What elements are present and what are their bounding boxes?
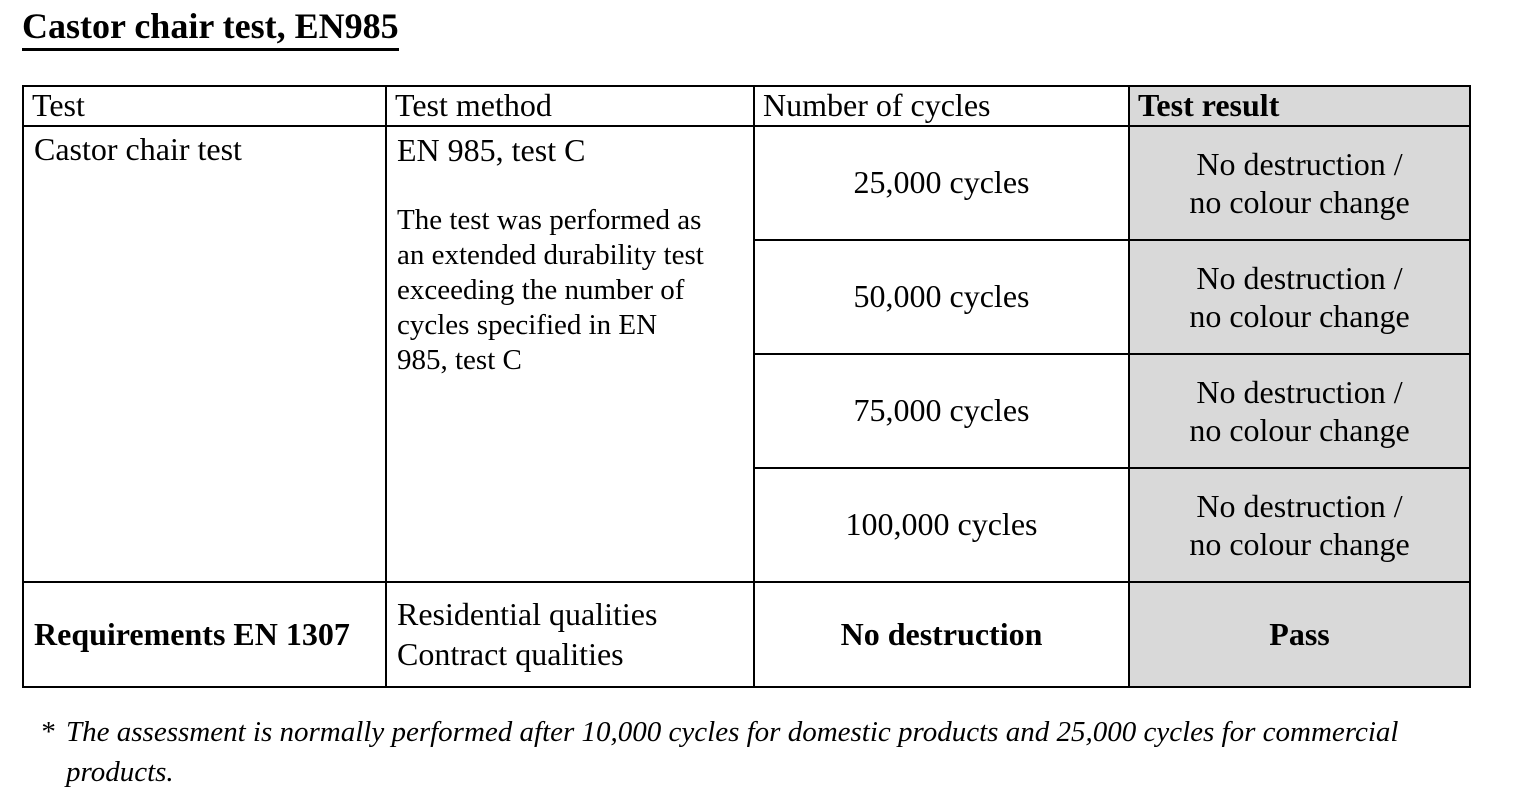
test-method-note-line: 985, test C xyxy=(397,343,522,376)
test-name-cell: Castor chair test xyxy=(23,126,386,582)
test-method-note-line: an extended durability test xyxy=(397,238,704,271)
test-method-standard: EN 985, test C xyxy=(397,131,586,168)
test-method-note-line: exceeding the number of xyxy=(397,273,685,306)
test-method-note-line: The test was performed as xyxy=(397,203,702,236)
result-line: No destruction / xyxy=(1196,259,1403,296)
requirements-label-cell: Requirements EN 1307 xyxy=(23,582,386,687)
header-test-result: Test result xyxy=(1129,86,1470,126)
requirement-cell: No destruction xyxy=(754,582,1129,687)
result-cell xyxy=(1129,240,1470,354)
table-header-row xyxy=(23,86,1470,126)
result-cell xyxy=(1129,354,1470,468)
cycles-cell: 25,000 cycles xyxy=(754,126,1129,240)
footnote-text xyxy=(66,712,1398,792)
result-cell xyxy=(1129,468,1470,582)
qualities-line: Residential qualities xyxy=(397,596,658,633)
header-test-method: Test method xyxy=(386,86,754,126)
castor-chair-test-table xyxy=(22,85,1471,688)
test-method-note xyxy=(397,203,743,378)
footnote-line: The assessment is normally performed after 10,000 cycles for domestic products and 25,000 cycles for commercial xyxy=(66,715,1399,748)
result-line: No destruction / xyxy=(1196,145,1403,182)
requirements-row xyxy=(23,582,1470,687)
header-test: Test xyxy=(23,86,386,126)
result-line: No destruction / xyxy=(1196,487,1403,524)
test-method-cell xyxy=(386,126,754,582)
footnote-asterisk: * xyxy=(40,715,55,748)
cycles-cell: 100,000 cycles xyxy=(754,468,1129,582)
result-line: no colour change xyxy=(1189,411,1410,448)
qualities-cell xyxy=(386,582,754,687)
result-cell xyxy=(1129,126,1470,240)
result-line: No destruction / xyxy=(1196,373,1403,410)
result-line: no colour change xyxy=(1189,183,1410,220)
cycles-cell: 50,000 cycles xyxy=(754,240,1129,354)
cycles-cell: 75,000 cycles xyxy=(754,354,1129,468)
test-method-note-line: cycles specified in EN xyxy=(397,308,658,341)
qualities-line: Contract qualities xyxy=(397,636,624,673)
footnote xyxy=(40,712,1500,792)
table-row xyxy=(23,126,1470,240)
page-title: Castor chair test, EN985 xyxy=(22,8,399,51)
pass-result-cell: Pass xyxy=(1129,582,1470,687)
header-number-of-cycles: Number of cycles xyxy=(754,86,1129,126)
result-line: no colour change xyxy=(1189,525,1410,562)
footnote-line: products. xyxy=(66,755,174,788)
result-line: no colour change xyxy=(1189,297,1410,334)
